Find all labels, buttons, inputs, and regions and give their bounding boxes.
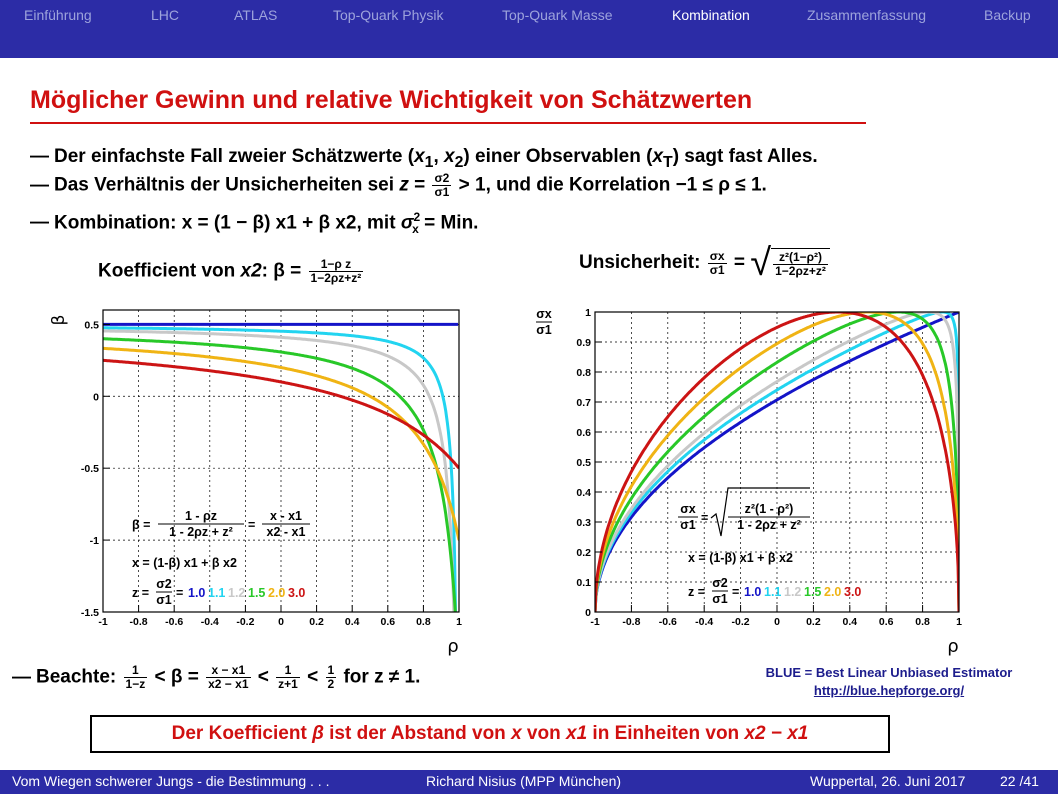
x-tick-label: 0 — [278, 616, 284, 628]
legend-z-value-0: 1.0 — [744, 585, 762, 599]
nav-list — [0, 0, 1058, 30]
footer-talk-title: Vom Wiegen schwerer Jungs - die Bestimmung . . . — [12, 773, 330, 789]
legend-combination: x = (1-β) x1 + β x2 — [132, 556, 237, 570]
bullet-3: — Kombination: x = (1 − β) x1 + β x2, mit $\sigma^2_x$ = Min. — [30, 210, 479, 237]
y-tick-label: -0.5 — [80, 463, 99, 476]
legend-z-frac-num: σ2 — [156, 577, 172, 591]
legend-z-value-3: 1.5 — [804, 585, 822, 599]
y-tick-label: 0.8 — [576, 367, 591, 379]
legend-beta-frac-den: 1 - 2ρz + z² — [169, 525, 233, 539]
x-axis-label: ρ — [447, 636, 459, 657]
nav-item-top-quark-masse[interactable]: Top-Quark Masse — [502, 7, 613, 23]
legend-sigma-equals: = — [701, 511, 709, 525]
legend-z-value-4: 2.0 — [268, 586, 286, 600]
legend-z-value-0: 1.0 — [188, 586, 206, 600]
nav-item-kombination[interactable]: Kombination — [672, 7, 750, 23]
x-tick-label: -0.2 — [236, 616, 255, 628]
sigma-ratio-fraction: $\frac{\sigma 2}{\sigma 1}$ — [434, 171, 450, 199]
left-plot-heading: Koefficient von x2: β = $\frac{\text{1−ρ z}}{\text{1−2ρz+z²}}$ — [98, 257, 362, 285]
sigma-x-fraction: $\frac{\sigma x}{\sigma 1}$ — [709, 248, 725, 277]
legend-beta-lhs: β = — [132, 518, 151, 532]
legend-beta-frac-num: 1 - ρz — [184, 509, 218, 523]
legend-beta-equals: = — [248, 518, 256, 532]
x-tick-label: 0 — [774, 616, 780, 628]
legend-combination: x = (1-β) x1 + β x2 — [688, 551, 793, 565]
blue-link[interactable]: http://blue.hepforge.org/ — [813, 683, 965, 698]
y-tick-label: 0.5 — [84, 319, 99, 332]
legend-sigma-frac-num: σx — [680, 502, 696, 516]
footer-bar — [0, 770, 1058, 794]
x-tick-label: -0.4 — [695, 616, 714, 628]
legend-sigma-frac-den: σ1 — [680, 518, 696, 532]
legend-z-value-1: 1.1 — [208, 586, 226, 600]
legend-beta-frac2-den: x2 - x1 — [266, 525, 306, 539]
x-tick-label: -0.6 — [658, 616, 677, 628]
note-beachte: — Beachte: $\frac{1}{1-z}$ < β = $\frac{x - x1}{x2 - x1}$ < $\frac{1}{z+1}$ < $\frac{1}{2}$ for z ≠ 1. — [12, 663, 421, 691]
x-tick-label: 0.4 — [842, 616, 858, 628]
legend-z-label: z = — [688, 585, 706, 599]
y-tick-label: -1 — [89, 535, 99, 548]
x-tick-label: -0.8 — [622, 616, 641, 628]
y-tick-label: 0 — [93, 391, 99, 404]
conclusion-box: Der Koefficient β ist der Abstand von x von x1 in Einheiten von x2 − x1 — [90, 715, 890, 753]
legend-z-value-3: 1.5 — [248, 586, 266, 600]
blue-reference — [748, 664, 1030, 700]
bullet-dash: — — [30, 174, 49, 196]
bullet-dash: — — [30, 212, 49, 234]
right-plot-heading: Unsicherheit: $\frac{\sigma x}{\sigma 1}$ = √ $\frac{\text{z²(1−ρ²)}}{\text{1−2ρz+z²}}$ — [579, 244, 830, 282]
nav-item-top-quark-physik[interactable]: Top-Quark Physik — [333, 7, 444, 23]
x-tick-label: 0.2 — [806, 616, 821, 628]
legend-sqrt-frac-den: 1 - 2ρz + z² — [737, 518, 801, 532]
y-tick-label: 0 — [585, 607, 591, 619]
legend-z-value-2: 1.2 — [228, 586, 246, 600]
y-tick-label: -1.5 — [80, 607, 99, 619]
x-tick-label: 0.2 — [309, 616, 324, 628]
legend-z-equals: = — [176, 586, 184, 600]
legend-z-frac-num: σ2 — [712, 576, 728, 590]
title-underline — [30, 122, 866, 124]
y-tick-label: 0.9 — [576, 337, 591, 349]
y-tick-label: 1 — [585, 307, 591, 319]
x-tick-label: -1 — [98, 616, 108, 628]
bullet-1: — Der einfachste Fall zweier Schätzwerte ($x_1$, $x_2$) einer Observablen $(x_T)$ sagt fast Alles. — [30, 146, 818, 171]
legend-z-label: z = — [132, 586, 150, 600]
top-navigation — [0, 0, 1058, 58]
legend-z-value-2: 1.2 — [784, 585, 802, 599]
x-tick-label: 0.8 — [416, 616, 431, 628]
beta-fraction: $\frac{\text{1−ρ z}}{\text{1−2ρz+z²}}$ — [310, 257, 362, 285]
y-tick-label: 0.2 — [576, 547, 591, 559]
y-tick-label: 0.1 — [576, 577, 591, 589]
sigma-ratio-plot — [528, 300, 978, 660]
legend-beta-frac2-num: x - x1 — [270, 509, 302, 523]
page-title: Möglicher Gewinn und relative Wichtigkeit von Schätzwerten — [30, 86, 753, 114]
legend-z-value-4: 2.0 — [824, 585, 842, 599]
bullet-2: — Das Verhältnis der Unsicherheiten sei z = $\frac{\sigma 2}{\sigma 1}$ > 1, und die Korrelation −1 ≤ ρ ≤ 1. — [30, 171, 767, 199]
x-tick-label: 1 — [456, 616, 462, 628]
sqrt-radicand: $\frac{\text{z²(1−ρ²)}}{\text{1−2ρz+z²}}$ — [771, 248, 830, 278]
y-axis-label-num: σx — [536, 307, 552, 321]
x-axis-label: ρ — [947, 636, 959, 657]
y-axis-label: β — [49, 314, 69, 326]
legend-z-value-1: 1.1 — [764, 585, 782, 599]
x-tick-label: -0.6 — [165, 616, 184, 628]
nav-item-einfuehrung[interactable]: Einführung — [24, 7, 92, 23]
x-tick-label: 0.6 — [878, 616, 894, 628]
legend-z-equals: = — [732, 585, 740, 599]
legend-z-frac-den: σ1 — [156, 593, 172, 607]
x-tick-label: 1 — [956, 616, 962, 628]
x-tick-label: 0.4 — [344, 616, 360, 628]
sqrt-sign: √ — [750, 242, 772, 284]
x-tick-label: -0.2 — [731, 616, 750, 628]
y-tick-label: 0.3 — [576, 517, 591, 529]
legend-z-frac-den: σ1 — [712, 592, 728, 606]
legend-z-value-5: 3.0 — [288, 586, 306, 600]
bullet-dash: — — [30, 146, 49, 167]
nav-item-zusammenfassung[interactable]: Zusammenfassung — [807, 7, 927, 23]
y-tick-label: 0.6 — [576, 427, 591, 439]
blue-definition: BLUE = Best Linear Unbiased Estimator — [765, 665, 1013, 680]
x-tick-label: -0.8 — [129, 616, 148, 628]
x-tick-label: -1 — [590, 616, 600, 628]
footer-date: Wuppertal, 26. Juni 2017 — [810, 773, 966, 789]
footer-page-number: 22 /41 — [1000, 773, 1039, 789]
y-axis-label-den: σ1 — [536, 323, 552, 337]
x-tick-label: -0.4 — [200, 616, 219, 628]
beta-plot — [40, 300, 490, 660]
nav-item-lhc[interactable]: LHC — [151, 7, 180, 23]
y-tick-label: 0.4 — [576, 487, 591, 499]
y-tick-label: 0.5 — [576, 457, 591, 469]
x-tick-label: 0.8 — [915, 616, 930, 628]
x-tick-label: 0.6 — [380, 616, 396, 628]
y-tick-label: 0.7 — [576, 397, 591, 409]
legend-z-value-5: 3.0 — [844, 585, 862, 599]
legend-sqrt-frac-num: z²(1 - ρ²) — [744, 502, 794, 516]
nav-item-backup[interactable]: Backup — [984, 7, 1031, 23]
footer-author: Richard Nisius (MPP München) — [426, 773, 622, 789]
nav-item-atlas[interactable]: ATLAS — [234, 7, 278, 23]
